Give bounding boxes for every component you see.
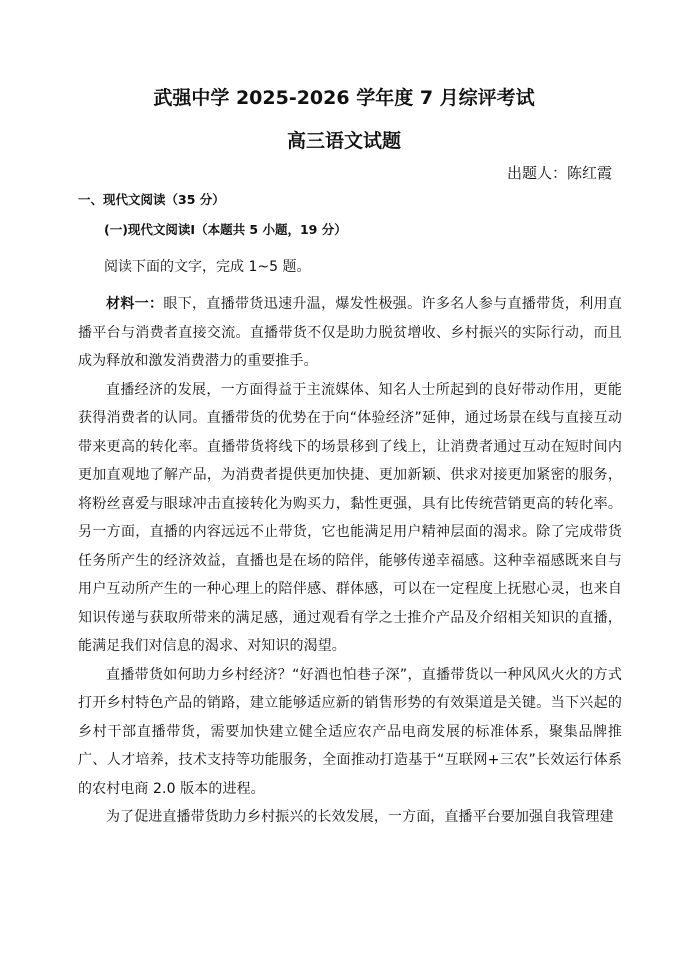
instruction-text: 阅读下面的文字，完成 1~5 题。 <box>104 259 311 275</box>
paragraph-1 <box>78 290 622 376</box>
material-one-text <box>78 290 622 832</box>
paragraph-1-text: 眼下，直播带货迅速升温，爆发性极强。许多名人参与直播带货，利用直播平台与消费者直接交流。直播带货不仅是助力脱贫增收、乡村振兴的实际行动，而且成为释放和激发消费潜力的重要推手。 <box>78 296 622 369</box>
section-heading: 一、现代文阅读（35 分） <box>78 192 225 207</box>
paragraph-4: 为了促进直播带货助力乡村振兴的长效发展，一方面，直播平台要加强自我管理建 <box>106 809 614 825</box>
exam-title: 武强中学 2025-2026 学年度 7 月综评考试 <box>153 87 535 109</box>
subsection-heading: (一)现代文阅读Ⅰ（本题共 5 小题，19 分） <box>104 222 347 237</box>
material-label: 材料一： <box>106 296 164 312</box>
paragraph-3: 直播带货如何助力乡村经济？“好酒也怕巷子深”，直播带货以一种风风火火的方式打开乡村特色产品的销路，建立能够适应新的销售形势的有效渠道是关键。当下兴起的乡村干部直播带货，需要加快建立健全适应农产品电商发展的标准体系，聚集品牌推广、人才培养，技术支持等功能服务，全面推动打造基于“互联网+三农”长效运行体系的农村电商 2.0 版本的进程。 <box>78 666 622 797</box>
paragraph-2: 直播经济的发展，一方面得益于主流媒体、知名人士所起到的良好带动作用，更能获得消费者的认同。直播带货的优势在于向“体验经济”延伸，通过场景在线与直接互动带来更高的转化率。直播带货将线下的场景移到了线上，让消费者通过互动在短时间内更加直观地了解产品，为消费者提供更加快捷、更加新颖、供求对接更加紧密的服务，将粉丝喜爱与眼球冲击直接转化为购买力，黏性更强，具有比传统营销更高的转化率。另一方面，直播的内容远远不止带货，它也能满足用户精神层面的渴求。除了完成带货任务所产生的经济效益，直播也是在场的陪伴，能够传递幸福感。这种幸福感既来自与用户互动所产生的一种心理上的陪伴感、群体感，可以在一定程度上抚慰心灵，也来自知识传递与获取所带来的满足感，通过观看有学之士推介产品及介绍相关知识的直播，能满足我们对信息的渴求、对知识的渴望。 <box>78 381 622 654</box>
exam-subtitle: 高三语文试题 <box>286 130 401 152</box>
author-line: 出题人：陈红霞 <box>506 164 612 182</box>
